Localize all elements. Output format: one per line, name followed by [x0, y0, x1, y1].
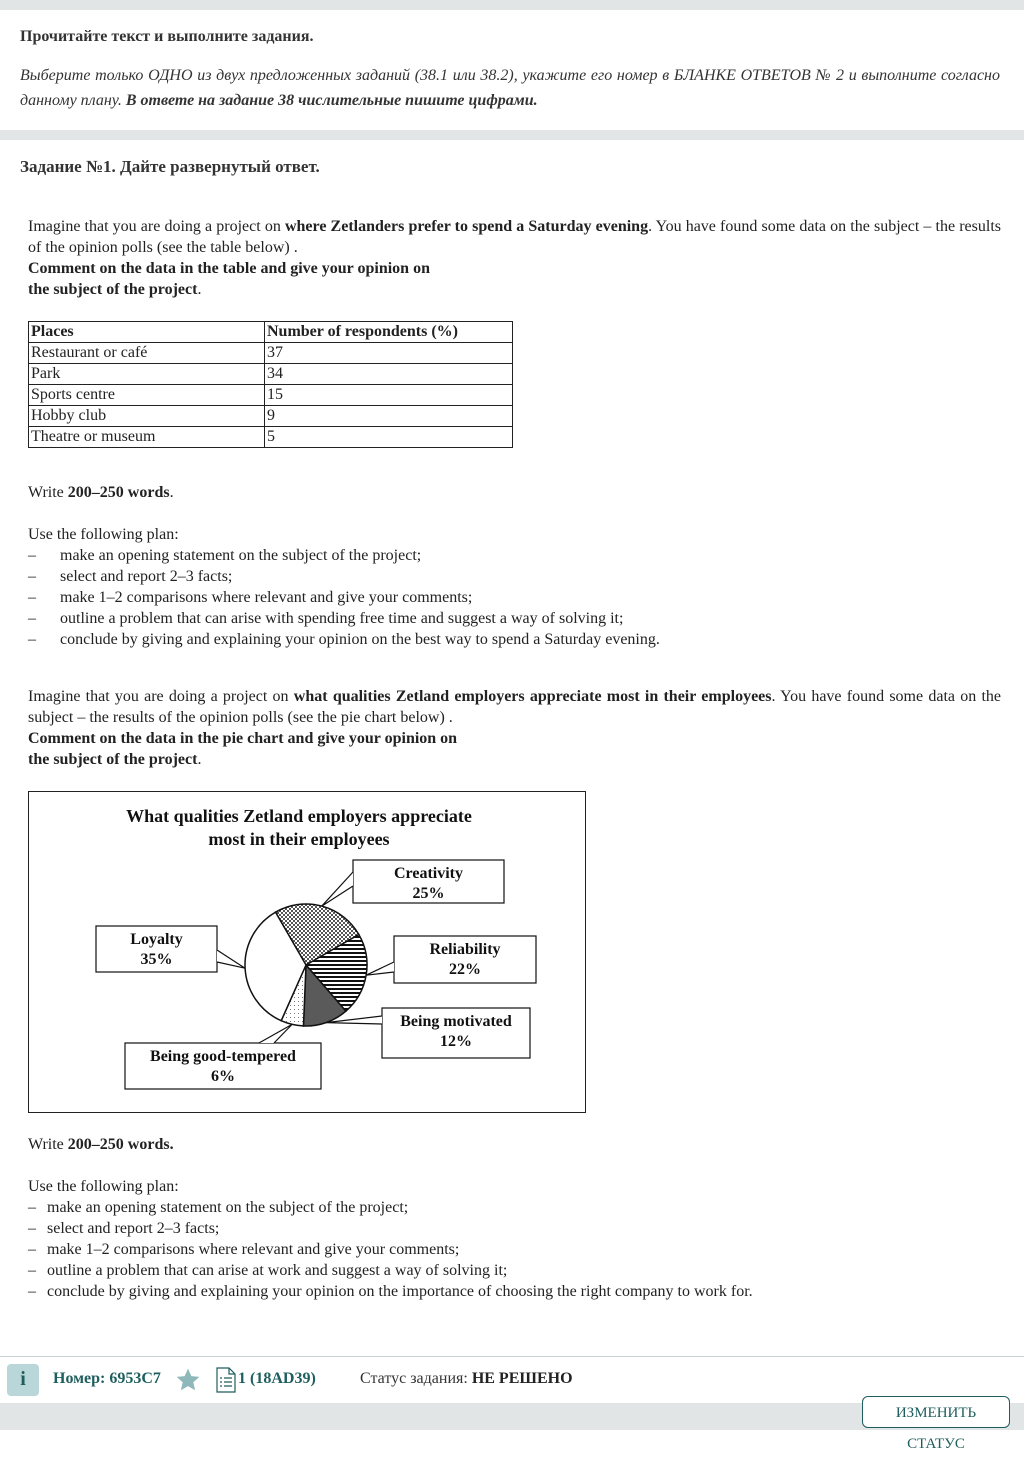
callout-pointer — [322, 872, 353, 906]
plan-item: – make 1–2 comparisons where relevant and give your comments; — [28, 1241, 460, 1258]
change-status-button[interactable]: ИЗМЕНИТЬ СТАТУС — [862, 1396, 1010, 1428]
plan-item: – make 1–2 comparisons where relevant and give your comments; — [28, 589, 473, 606]
plan-item: – make an opening statement on the subject of the project; — [28, 547, 422, 564]
variant-link[interactable]: 1 (18AD39) — [238, 1370, 316, 1387]
callout-value: 22% — [449, 961, 481, 978]
task1-imagine: Imagine that you are doing a project on where Zetlanders prefer to spend a Saturday evening. You have found some data on the subject – the results of the opinion polls (see the table below) . — [28, 218, 1001, 256]
table-cell: 15 — [265, 385, 513, 406]
task1-word-count: Write 200–250 words. — [28, 484, 174, 501]
plan-item: – outline a problem that can arise at work and suggest a way of solving it; — [28, 1262, 508, 1279]
callout-pointer — [259, 1024, 292, 1043]
task2-instructions — [28, 1134, 1001, 1302]
callout-value: 12% — [440, 1033, 472, 1050]
task2-plan-list — [28, 1197, 1001, 1302]
task1-prompt — [28, 216, 1001, 300]
table-row — [29, 427, 513, 448]
task-footer — [0, 1362, 1024, 1396]
callout-value: 6% — [211, 1068, 235, 1085]
instructions — [20, 28, 1000, 113]
plan-item: – select and report 2–3 facts; — [28, 568, 233, 585]
table-row — [29, 385, 513, 406]
callout-value: 35% — [140, 951, 173, 968]
task2-word-count: Write 200–250 words. — [28, 1136, 174, 1153]
table-header-cell: Number of respondents (%) — [265, 322, 513, 343]
pie-chart — [28, 791, 586, 1113]
task1-plan-list — [28, 545, 1001, 650]
callout-label: Being good-tempered — [150, 1048, 296, 1065]
instructions-title: Прочитайте текст и выполните задания. — [20, 28, 314, 45]
table-cell: 34 — [265, 364, 513, 385]
callout-label: Creativity — [393, 865, 464, 882]
table-cell: 5 — [265, 427, 513, 448]
info-button[interactable]: i — [7, 1364, 39, 1396]
callout-creativity — [322, 860, 504, 906]
task2-plan-title: Use the following plan: — [28, 1178, 179, 1195]
callout-being-motivated — [326, 1008, 530, 1058]
document-list-icon[interactable] — [216, 1367, 236, 1393]
table-cell: 37 — [265, 343, 513, 364]
task2-prompt — [28, 686, 1001, 770]
task-number: Номер: 6953C7 — [53, 1370, 161, 1387]
plan-item: – make an opening statement on the subject of the project; — [28, 1199, 409, 1216]
instructions-plain: Выберите только ОДНО из двух предложенных заданий (38.1 или 38.2), укажите его номер в БЛАНКЕ ОТВЕТОВ № 2 и выполните согласно данному плану. — [20, 67, 1000, 109]
table-cell: Theatre or museum — [29, 427, 265, 448]
callout-value: 25% — [412, 885, 445, 902]
plan-item: – select and report 2–3 facts; — [28, 1220, 220, 1237]
table-header-row — [29, 322, 513, 343]
task1-instructions — [28, 482, 1001, 650]
table-cell: Park — [29, 364, 265, 385]
chart-title-line: most in their employees — [208, 829, 390, 849]
task2-imagine: Imagine that you are doing a project on what qualities Zetland employers appreciate most in their employees. You have found some data on the subject – the results of the opinion polls (see the pie chart below) . — [28, 688, 1001, 726]
callout-label: Loyalty — [130, 931, 183, 948]
table-row — [29, 364, 513, 385]
callout-label: Reliability — [429, 941, 501, 958]
callout-loyalty — [96, 926, 245, 972]
status-value: НЕ РЕШЕНО — [471, 1370, 573, 1387]
callout-reliability — [366, 936, 536, 983]
star-icon[interactable] — [175, 1367, 201, 1393]
table-cell: Sports centre — [29, 385, 265, 406]
plan-item: – conclude by giving and explaining your opinion on the importance of choosing the right company to work for. — [28, 1283, 753, 1300]
footer-divider — [0, 1356, 1024, 1357]
task1-plan-title: Use the following plan: — [28, 526, 179, 543]
callout-label: Being motivated — [400, 1013, 512, 1030]
callout-being-good-tempered — [125, 1024, 321, 1089]
top-band — [0, 0, 1024, 10]
table-row — [29, 406, 513, 427]
callout-pointer — [217, 950, 245, 968]
pie-slices — [245, 904, 367, 1026]
table-header-cell: Places — [29, 322, 265, 343]
section-divider — [0, 130, 1024, 140]
task-status: Статус задания: НЕ РЕШЕНО — [360, 1370, 573, 1387]
table-cell: Restaurant or café — [29, 343, 265, 364]
instructions-bold: В ответе на задание 38 числительные пишите цифрами. — [125, 92, 538, 109]
task1-comment: Comment on the data in the table and give your opinion on the subject of the project. — [28, 260, 430, 298]
table-cell: Hobby club — [29, 406, 265, 427]
task-title: Задание №1. Дайте развернутый ответ. — [20, 157, 320, 176]
task2-comment: Comment on the data in the pie chart and give your opinion on the subject of the project. — [28, 730, 458, 768]
table-cell: 9 — [265, 406, 513, 427]
plan-item: – conclude by giving and explaining your opinion on the best way to spend a Saturday evening. — [28, 631, 660, 648]
places-table — [28, 321, 513, 448]
chart-title-line: What qualities Zetland employers appreciate — [126, 806, 472, 826]
plan-item: – outline a problem that can arise with spending free time and suggest a way of solving it; — [28, 610, 624, 627]
table-row — [29, 343, 513, 364]
callout-pointer — [366, 962, 394, 975]
instructions-text — [20, 63, 1000, 113]
pie-chart-svg — [29, 792, 585, 1112]
